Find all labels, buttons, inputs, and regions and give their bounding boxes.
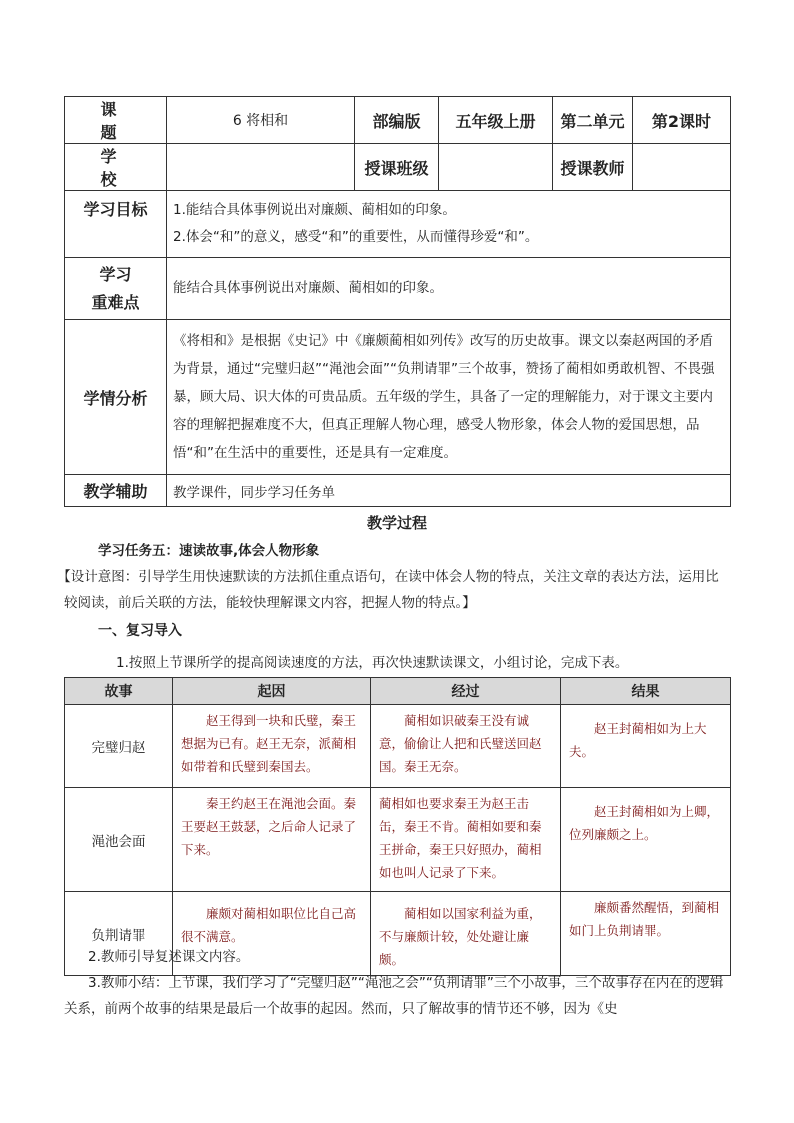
difficulty-label-line2: 重难点 (91, 292, 140, 312)
lesson-label: 课 题 (65, 97, 167, 144)
aids-label: 教学辅助 (65, 475, 167, 507)
period: 第2课时 (633, 97, 731, 144)
story-result: 廉颇番然醒悟，到蔺相如门上负荆请罪。 (561, 892, 731, 976)
difficulty-text: 能结合具体事例说出对廉颇、蔺相如的印象。 (167, 258, 731, 320)
story-cause: 秦王约赵王在渑池会面。秦王要赵王鼓瑟，之后命人记录了下来。 (173, 788, 371, 892)
story-cause: 赵王得到一块和氏璧，秦王想据为已有。赵王无奈，派蔺相如带着和氏璧到秦国去。 (173, 705, 371, 788)
story-table (64, 677, 731, 976)
story-process: 蔺相如也要求秦王为赵王击缶，秦王不肯。蔺相如要和秦王拼命，秦王只好照办，蔺相如也叫人记录了下来。 (371, 788, 561, 892)
class-value (439, 144, 553, 191)
goal-item: 2.体会“和”的意义，感受“和”的重要性，从而懂得珍爱“和”。 (173, 229, 539, 245)
story-name: 完璧归赵 (65, 705, 173, 788)
section-heading: 一、复习导入 (98, 623, 182, 639)
story-process: 蔺相如识破秦王没有诚意，偷偷让人把和氏璧送回赵国。秦王无奈。 (371, 705, 561, 788)
goals-label: 学习目标 (65, 191, 167, 258)
unit: 第二单元 (553, 97, 633, 144)
process-title: 教学过程 (366, 514, 427, 532)
table-row (65, 788, 731, 892)
story-process: 蔺相如以国家利益为重，不与廉颇计较，处处避让廉颇。 (371, 892, 561, 976)
step-1: 1.按照上节课所学的提高阅读速度的方法，再次快速默读课文，小组讨论，完成下表。 (116, 655, 629, 671)
step-2: 2.教师引导复述课文内容。 (88, 949, 250, 965)
story-name: 负荆请罪 (65, 892, 173, 976)
goals-content (167, 191, 731, 258)
design-intent: 【设计意图：引导学生用快速默读的方法抓住重点语句，在读中体会人物的特点，关注文章的表达方法，运用比较阅读，前后关联的方法，能较快理解课文内容，把握人物的特点。】 (57, 569, 719, 611)
teacher-value (633, 144, 731, 191)
aids-text: 教学课件，同步学习任务单 (167, 475, 731, 507)
edition: 部编版 (355, 97, 439, 144)
grade: 五年级上册 (439, 97, 553, 144)
header-result: 结果 (561, 678, 731, 705)
story-cause: 廉颇对蔺相如职位比自己高很不满意。 (173, 892, 371, 976)
teacher-label: 授课教师 (553, 144, 633, 191)
school-label: 学 校 (65, 144, 167, 191)
header-story: 故事 (65, 678, 173, 705)
analysis-label: 学情分析 (65, 320, 167, 475)
task-title: 学习任务五：速读故事,体会人物形象 (98, 543, 320, 559)
lesson-title: 6 将相和 (167, 97, 355, 144)
lesson-info-table (64, 96, 731, 507)
header-cause: 起因 (173, 678, 371, 705)
header-process: 经过 (371, 678, 561, 705)
school-value (167, 144, 355, 191)
story-result: 赵王封蔺相如为上大夫。 (561, 705, 731, 788)
analysis-text: 《将相和》是根据《史记》中《廉颇蔺相如列传》改写的历史故事。课文以秦赵两国的矛盾为背景，通过“完璧归赵”“渑池会面”“负荆请罪”三个故事，赞扬了蔺相如勇敢机智、不畏强暴，顾大局、识大体的可贵品质。五年级的学生，具备了一定的理解能力，对于课文主要内容的理解把握难度不大，但真正理解人物心理，感受人物形象，体会人物的爱国思想，品悟“和”在生活中的重要性，还是具有一定难度。 (167, 320, 731, 475)
difficulty-label (65, 258, 167, 320)
step-3: 3.教师小结：上节课，我们学习了“完璧归赵”“渑池之会”“负荆请罪”三个小故事，三个故事存在内在的逻辑关系，前两个故事的结果是最后一个故事的起因。然而，只了解故事的情节还不够，因为《史 (64, 975, 724, 1017)
goal-item: 1.能结合具体事例说出对廉颇、蔺相如的印象。 (173, 202, 456, 218)
story-result: 赵王封蔺相如为上卿，位列廉颇之上。 (561, 788, 731, 892)
class-label: 授课班级 (355, 144, 439, 191)
table-row (65, 705, 731, 788)
story-name: 渑池会面 (65, 788, 173, 892)
difficulty-label-line1: 学习 (99, 264, 132, 284)
